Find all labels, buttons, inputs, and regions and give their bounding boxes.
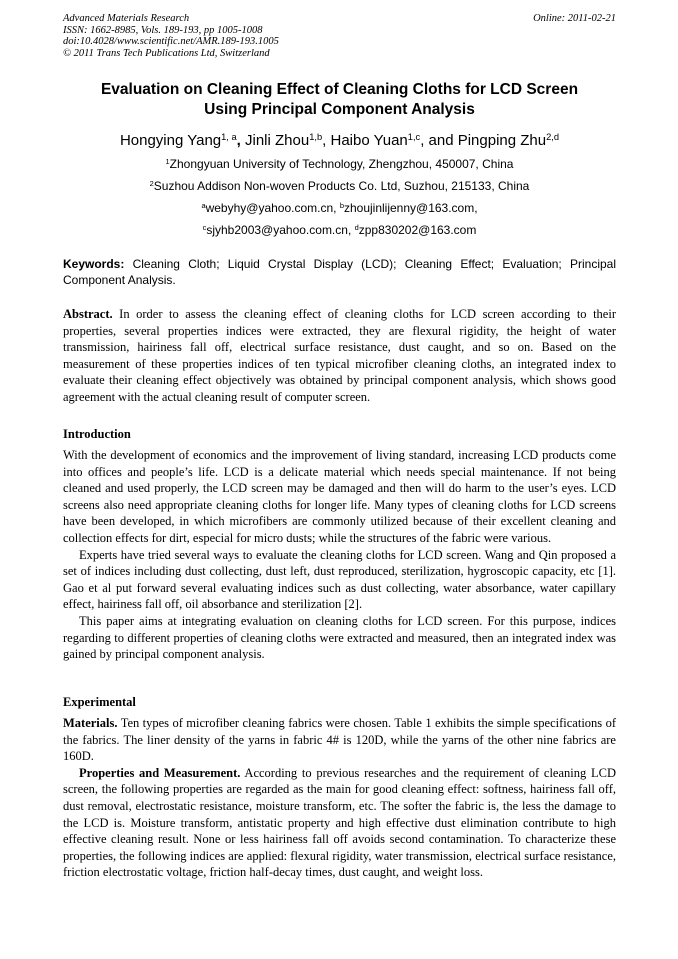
author-affiliation-mark: 1,c xyxy=(407,131,421,142)
abstract xyxy=(63,306,616,406)
author-separator: , and xyxy=(420,132,458,149)
author-affiliation-mark: 1, a xyxy=(221,131,237,142)
author-separator: , xyxy=(322,132,331,149)
doi-line: doi:10.4028/www.scientific.net/AMR.189-193.1005 xyxy=(63,36,279,48)
affiliation-mark: 2 xyxy=(149,178,154,188)
affiliation-text: Zhongyuan University of Technology, Zhengzhou, 450007, China xyxy=(169,157,514,171)
copyright-line: © 2011 Trans Tech Publications Ltd, Switzerland xyxy=(63,47,270,59)
introduction-body xyxy=(63,447,616,663)
email-line-1 xyxy=(63,200,616,216)
affiliation-1 xyxy=(63,156,616,172)
author-affiliation-mark: 1,b xyxy=(309,131,323,142)
author-name: Jinli Zhou xyxy=(245,132,310,149)
keywords-text: Cleaning Cloth; Liquid Crystal Display (LCD); Cleaning Effect; Evaluation; Principal Component Analysis. xyxy=(63,257,616,287)
properties-label: Properties and Measurement. xyxy=(79,765,241,780)
author-name: Haibo Yuan xyxy=(330,132,408,149)
issn-line: ISSN: 1662-8985, Vols. 189-193, pp 1005-1008 xyxy=(63,24,263,36)
email-mark: b xyxy=(339,200,344,210)
section-heading-introduction: Introduction xyxy=(63,427,131,441)
materials-label: Materials. xyxy=(63,716,118,730)
author-name: Hongying Yang xyxy=(119,132,222,149)
materials-text: Ten types of microfiber cleaning fabrics were chosen. Table 1 exhibits the simple specifications of the fabrics. The liner density of the yarns in fabric 4# is 120D, while the yarns of the other nine fabrics are 160D. xyxy=(63,716,616,764)
email-address[interactable]: zhoujinlijenny@163.com, xyxy=(343,201,478,215)
abstract-label: Abstract. xyxy=(63,307,113,321)
affiliation-2 xyxy=(63,178,616,194)
title-line-2: Using Principal Component Analysis xyxy=(204,101,475,118)
paragraph: Experts have tried several ways to evaluate the cleaning cloths for LCD screen. Wang and Qin proposed a set of indices including dust collecting, dust left, dust reproduced, sterilization, hygroscopic capacity, etc [1]. Gao et al put forward several evaluating indices such as dust collecting, water absorbance, water capillary effect, hairiness fall off, oil absorbance and sterilization [2]. xyxy=(63,547,616,612)
keywords xyxy=(63,256,616,288)
author-name: Pingping Zhu xyxy=(457,132,547,149)
email-mark: d xyxy=(354,222,359,232)
paragraph-properties xyxy=(63,765,616,881)
paragraph-materials xyxy=(63,715,616,765)
keywords-label: Keywords: xyxy=(63,257,125,271)
section-heading-experimental: Experimental xyxy=(63,695,136,709)
email-line-2 xyxy=(63,222,616,238)
email-address[interactable]: webyhy@yahoo.com.cn, xyxy=(205,201,340,215)
email-address[interactable]: sjyhb2003@yahoo.com.cn, xyxy=(206,223,355,237)
email-address[interactable]: zpp830202@163.com xyxy=(358,223,477,237)
paragraph: This paper aims at integrating evaluation on cleaning cloths for LCD screen. For this purpose, indices regarding to different properties of cleaning cloths were extracted and measured, then an integrated index was gained by principal component analysis. xyxy=(63,613,616,662)
experimental-body xyxy=(63,715,616,881)
journal-name: Advanced Materials Research xyxy=(63,13,190,24)
author-affiliation-mark: 2,d xyxy=(546,131,560,142)
affiliation-mark: 1 xyxy=(165,156,170,166)
abstract-text: In order to assess the cleaning effect of cleaning cloths for LCD screen according to their properties, several properties indices were extracted, they are flexural rigidity, the height of water transmission, hairiness fall off, electrical surface resistance, dust caught, and so on. Based on the measurement of these properties indices of ten typical microfiber cleaning cloths, an integrated index to evaluate their cleaning effect objectively was obtained by principal component analysis, which shows good agreement with the actual cleaning result of computer screen. xyxy=(63,307,616,404)
email-mark: a xyxy=(201,200,206,210)
journal-header xyxy=(63,13,616,59)
paper-title xyxy=(63,80,616,120)
author-list xyxy=(63,131,616,151)
affiliation-text: Suzhou Addison Non-woven Products Co. Ltd, Suzhou, 215133, China xyxy=(153,179,530,193)
title-line-1: Evaluation on Cleaning Effect of Cleaning Cloths for LCD Screen xyxy=(100,81,579,98)
online-date: Online: 2011-02-21 xyxy=(533,13,616,24)
author-separator: , xyxy=(236,132,245,149)
email-mark: c xyxy=(202,222,207,232)
properties-text: According to previous researches and the requirement of cleaning LCD screen, the following properties are regarded as the main for good cleaning effect: softness, hairiness fall off, dust removal, electrostatic resistance, moisture transform, etc. The softer the fabric is, the less the damage to the LCD is. Moisture transform, antistatic property and high effective dust elimination contribute to high effective cleaning result. None or less hairiness fall off avoids second contamination. To characterize these properties, the following indices are applied: flexural rigidity, water transmission, electrical surface resistance, friction electrostatic voltage, friction half-decay times, dust caught, and weight loss. xyxy=(63,765,616,880)
paragraph: With the development of economics and the improvement of living standard, increasing LCD products come into offices and people’s life. LCD is a delicate material which needs special maintenance. If not being cleaned and used properly, the LCD screen may be damaged and then will do harm to the user’s eyes. LCD screens also need appropriate cleaning cloths for longer life. Many types of cleaning cloths for LCD screens have been developed, in which microfibers are commonly utilized because of their excellent cleaning and collection effects for dirt, especial for micro dusts; while the structures of the fabric were various. xyxy=(63,448,616,545)
